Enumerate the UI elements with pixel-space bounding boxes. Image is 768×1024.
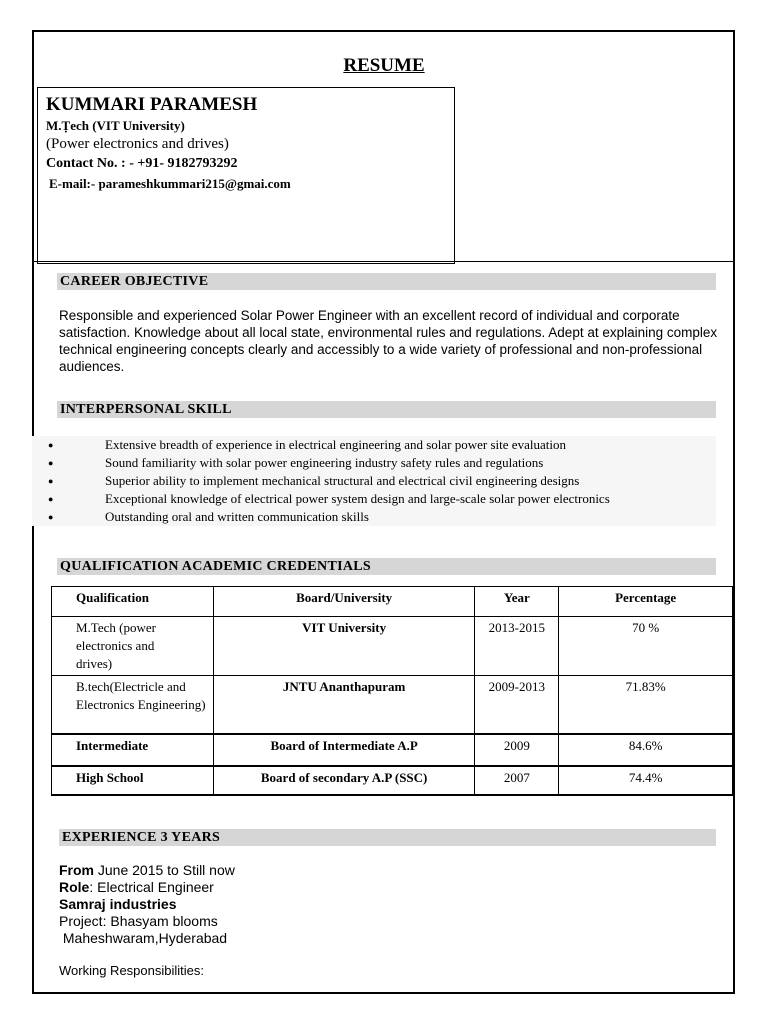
bullet-icon: ● xyxy=(48,458,54,468)
table-cell: 74.4% xyxy=(559,766,733,795)
skill-item xyxy=(32,508,716,526)
table-cell: 2009 xyxy=(475,734,559,766)
table-header-row xyxy=(52,587,733,617)
skill-text: Exceptional knowledge of electrical power system design and large-scale solar power electronics xyxy=(105,491,610,506)
table-header-cell: Board/University xyxy=(213,587,475,617)
table-cell: Board of Intermediate A.P xyxy=(213,734,475,766)
section-interpersonal-skill: INTERPERSONAL SKILL xyxy=(57,401,716,418)
table-cell: JNTU Ananthapuram xyxy=(213,676,475,734)
career-objective-text: Responsible and experienced Solar Power Engineer with an excellent record of individual and corporate satisfaction. Knowledge about all local state, environmental rules and regulations. Adept at explaining complex technical engineering concepts clearly and accessibly to a wide variety of professional and non-professional audiences. xyxy=(59,308,718,374)
table-row xyxy=(52,734,733,766)
section-experience: EXPERIENCE 3 YEARS xyxy=(59,829,716,846)
table-cell: Intermediate xyxy=(52,734,214,766)
skill-text: Sound familiarity with solar power engineering industry safety rules and regulations xyxy=(105,455,544,470)
table-cell: 2009-2013 xyxy=(475,676,559,734)
table-row xyxy=(52,676,733,734)
table-cell: 71.83% xyxy=(559,676,733,734)
bullet-icon: ● xyxy=(48,476,54,486)
table-cell: 84.6% xyxy=(559,734,733,766)
candidate-name: KUMMARI PARAMESH xyxy=(46,94,258,115)
table-header-cell: Qualification xyxy=(52,587,214,617)
skills-list xyxy=(32,436,716,526)
table-row xyxy=(52,617,733,676)
skill-item xyxy=(32,436,716,454)
table-header-cell: Percentage xyxy=(559,587,733,617)
skill-text: Superior ability to implement mechanical structural and electrical civil engineering designs xyxy=(105,473,580,488)
skill-text: Outstanding oral and written communication skills xyxy=(105,509,369,524)
table-cell: B.tech(Electricle and Electronics Engineering) xyxy=(52,676,214,734)
skill-item xyxy=(32,454,716,472)
contact-number: Contact No. : - +91- 9182793292 xyxy=(46,156,238,171)
working-responsibilities-label: Working Responsibilities: xyxy=(59,963,204,978)
candidate-specialization: (Power electronics and drives) xyxy=(46,136,229,152)
table-cell: 2013-2015 xyxy=(475,617,559,676)
page-title: RESUME xyxy=(343,55,425,76)
bullet-icon: ● xyxy=(48,512,54,522)
experience-role: Role: Electrical Engineer xyxy=(59,879,214,895)
table-cell: High School xyxy=(52,766,214,795)
qualification-table xyxy=(51,586,733,796)
experience-project: Project: Bhasyam blooms xyxy=(59,913,218,929)
bullet-icon: ● xyxy=(48,440,54,450)
table-cell: M.Tech (power electronics and drives) xyxy=(52,617,214,676)
table-cell: VIT University xyxy=(213,617,475,676)
section-career-objective: CAREER OBJECTIVE xyxy=(57,273,716,290)
contact-box xyxy=(37,87,455,264)
skill-item xyxy=(32,472,716,490)
bullet-icon: ● xyxy=(48,494,54,504)
table-cell: 2007 xyxy=(475,766,559,795)
table-cell: Board of secondary A.P (SSC) xyxy=(213,766,475,795)
skill-text: Extensive breadth of experience in electrical engineering and solar power site evaluation xyxy=(105,437,566,452)
section-qualification: QUALIFICATION ACADEMIC CREDENTIALS xyxy=(57,558,716,575)
experience-location: Maheshwaram,Hyderabad xyxy=(59,930,228,946)
skill-item xyxy=(32,490,716,508)
table-row xyxy=(52,766,733,795)
email-address: E-mail:- parameshkummari215@gmai.com xyxy=(49,176,291,191)
experience-company: Samraj industries xyxy=(59,896,177,912)
table-cell: 70 % xyxy=(559,617,733,676)
experience-details xyxy=(59,862,235,947)
candidate-degree: M.Ṭech (VIT University) xyxy=(46,118,185,133)
table-header-cell: Year xyxy=(475,587,559,617)
experience-from: From June 2015 to Still now xyxy=(59,862,235,878)
